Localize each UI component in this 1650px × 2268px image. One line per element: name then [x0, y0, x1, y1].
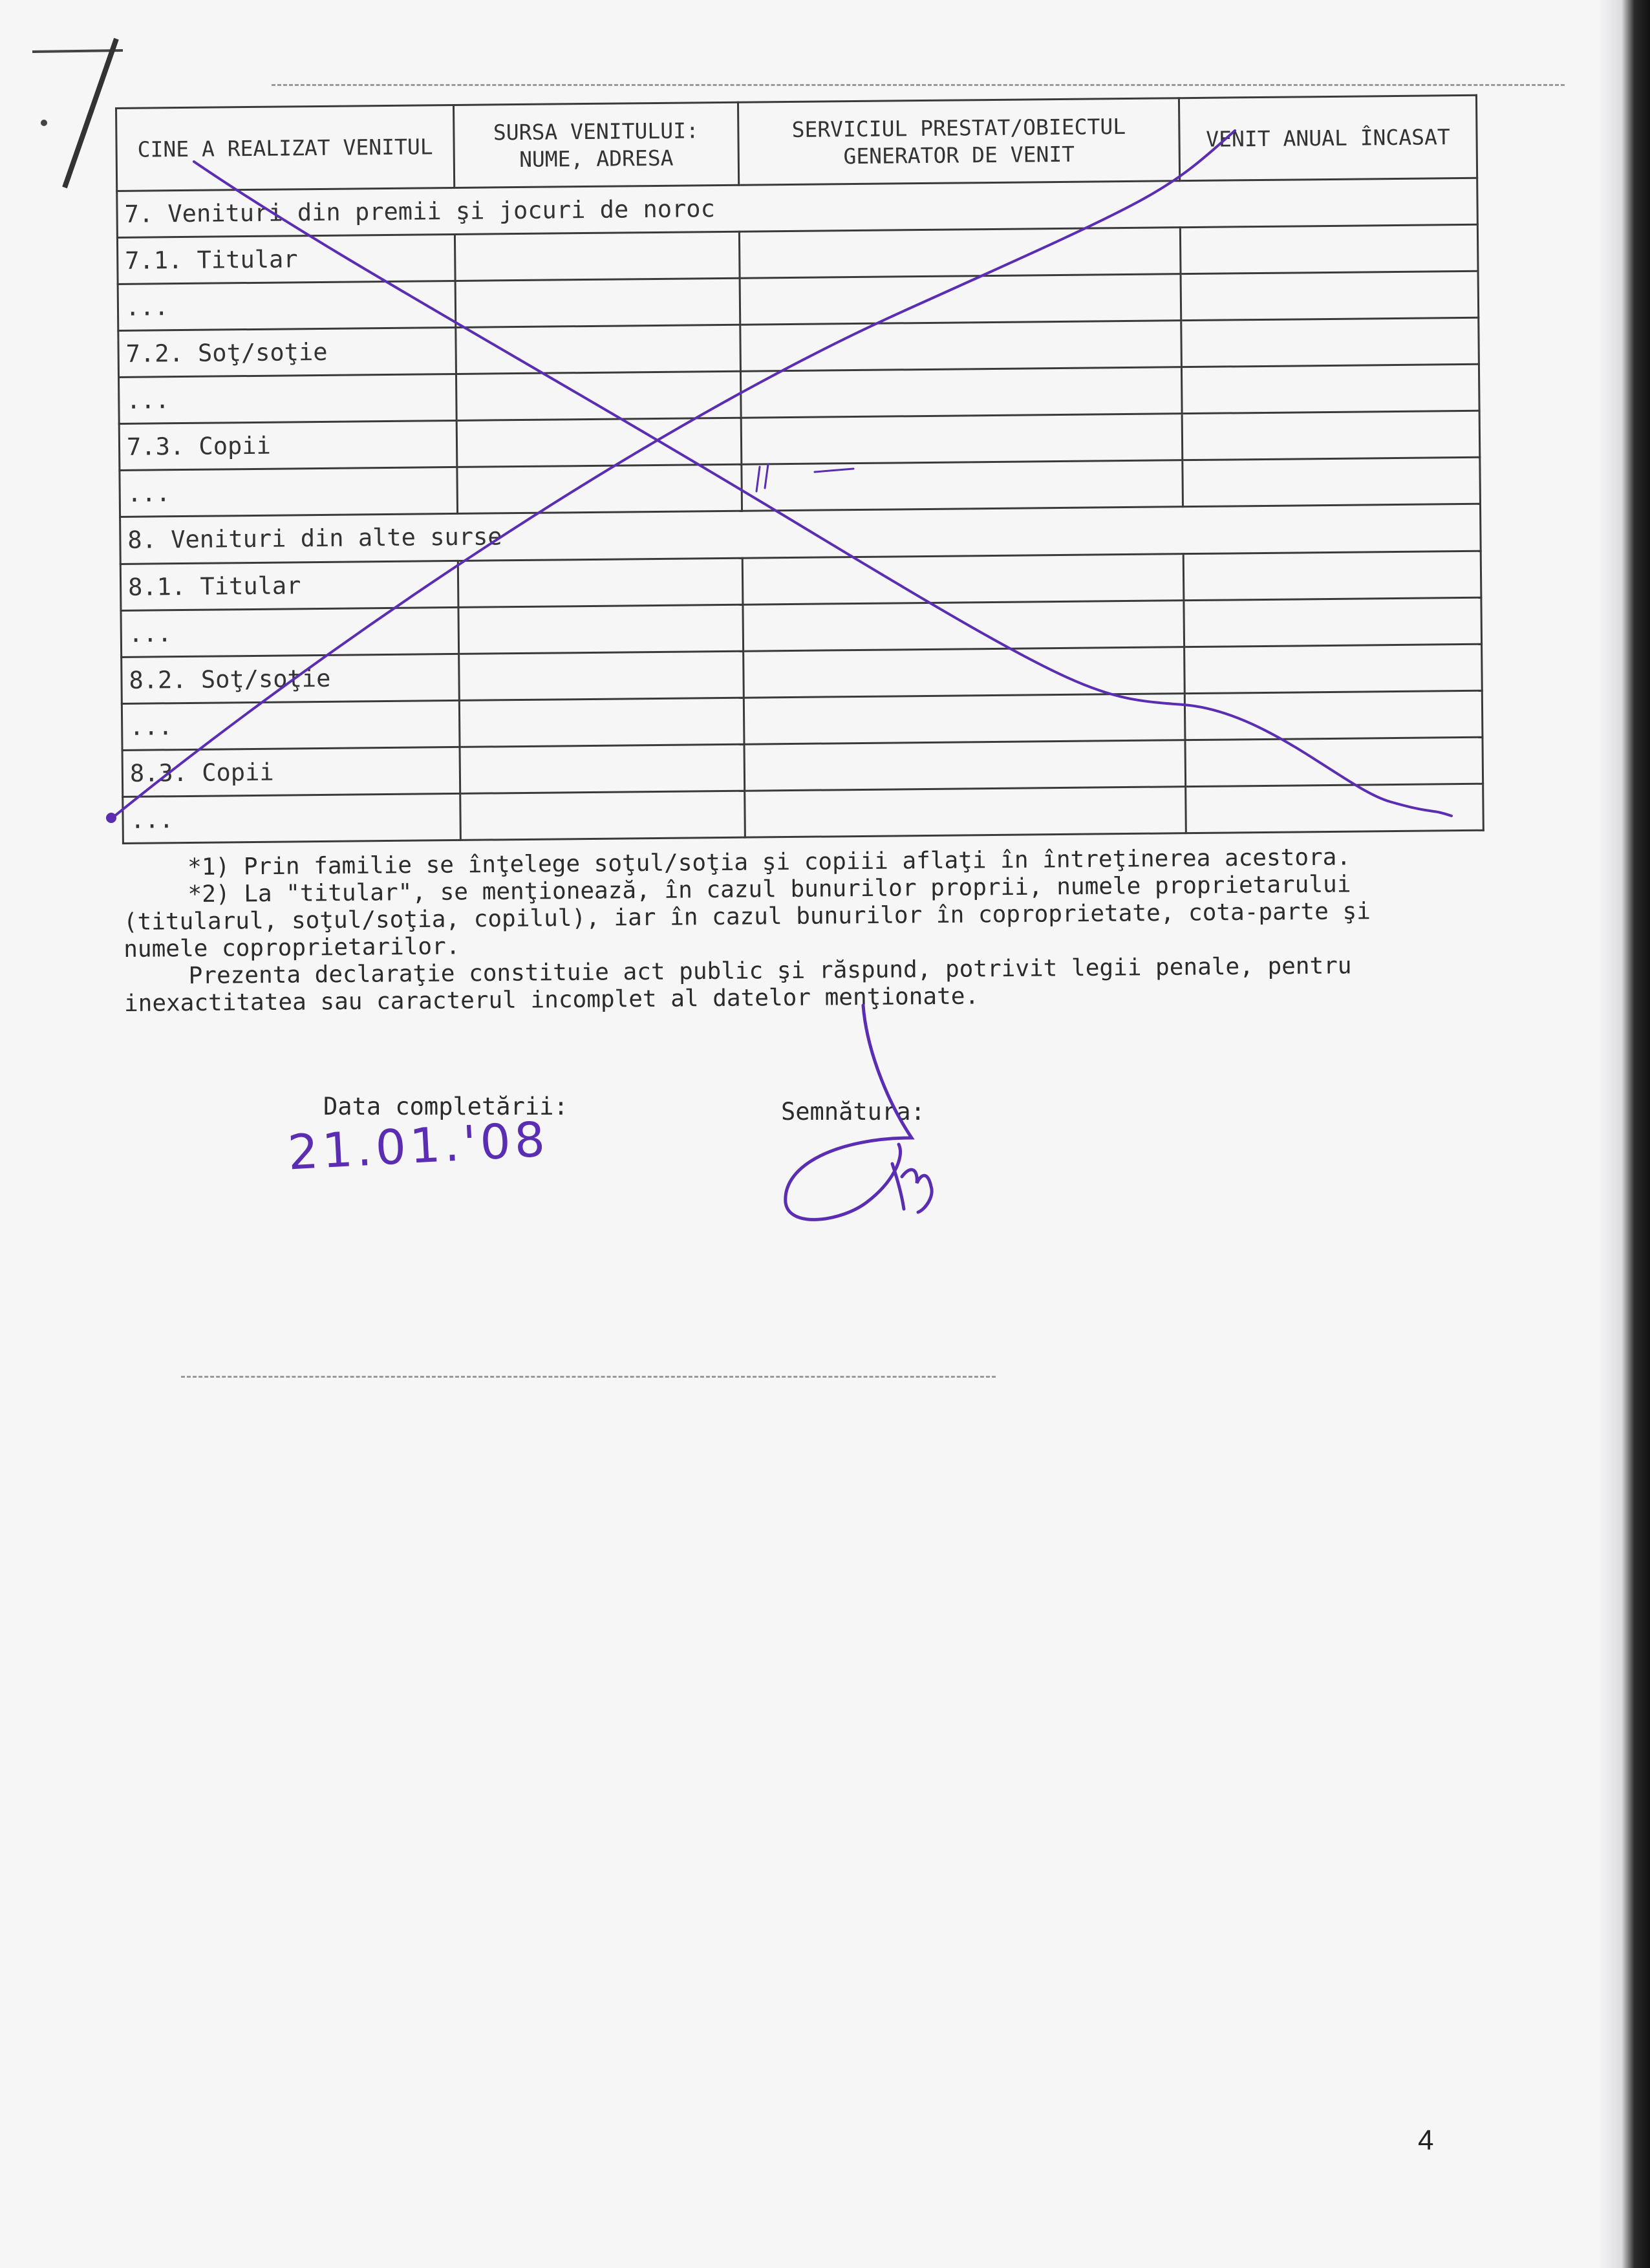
empty-cell: [1184, 690, 1483, 740]
empty-cell: [455, 231, 740, 281]
empty-cell: [458, 558, 743, 607]
ink-dot: [106, 813, 116, 823]
empty-cell: [745, 786, 1186, 837]
header-venit-anual: VENIT ANUAL ÎNCASAT: [1179, 95, 1477, 180]
empty-cell: [1185, 737, 1483, 786]
empty-cell: [744, 693, 1185, 744]
empty-cell: [740, 367, 1182, 418]
page-number: 4: [1418, 2124, 1434, 2156]
row-label: ...: [121, 607, 459, 657]
empty-cell: [744, 647, 1185, 698]
footnotes: [123, 844, 1391, 1018]
row-label: 7.3. Copii: [119, 421, 457, 471]
date-label: Data completării:: [323, 1093, 568, 1120]
header-serviciul-prestat: SERVICIUL PRESTAT/OBIECTUL GENERATOR DE VENIT: [738, 98, 1179, 186]
header-sursa-venitului: SURSA VENITULUI: NUME, ADRESA: [453, 102, 738, 187]
section-label: 7. Venituri din premii şi jocuri de noroc: [117, 178, 1478, 237]
empty-cell: [1183, 458, 1481, 507]
empty-cell: [744, 740, 1186, 791]
footnote-2: *2) La "titular", se menţionează, în cazul bunurilor proprii, numele proprietarului (titularul, soţul/soţia, copilul), iar în cazul bunurilor în coproprietate, cota-parte şi numele coproprietarilor.: [123, 871, 1371, 963]
row-label: 8.3. Copii: [122, 747, 460, 797]
scanner-edge: [1598, 0, 1650, 2268]
empty-cell: [456, 325, 741, 374]
row-label: 8.2. Soţ/soţie: [122, 654, 460, 703]
empty-cell: [1182, 411, 1480, 460]
empty-cell: [457, 465, 742, 514]
empty-cell: [1184, 597, 1482, 647]
signature-label: Semnătura:: [781, 1098, 925, 1126]
row-label: ...: [118, 281, 456, 331]
empty-cell: [1181, 365, 1479, 414]
section-label: 8. Venituri din alte surse: [120, 504, 1481, 564]
footnote-1: *1) Prin familie se înţelege soţul/soţia şi copiii aflaţi în întreţinerea acestora.: [187, 844, 1351, 881]
empty-cell: [740, 321, 1182, 372]
empty-cell: [459, 651, 744, 700]
empty-cell: [1186, 784, 1484, 833]
empty-cell: [1180, 224, 1478, 273]
row-label: ...: [123, 793, 461, 843]
header-cine-a-realizat: CINE A REALIZAT VENITUL: [116, 105, 455, 191]
row-label: 7.2. Soţ/soţie: [118, 328, 456, 378]
empty-cell: [460, 791, 745, 840]
table-body: [117, 178, 1484, 843]
row-label: ...: [119, 374, 457, 424]
divider-top: [272, 84, 1565, 86]
handwritten-date: 21.01.'08: [286, 1111, 550, 1181]
table-header-row: [116, 95, 1477, 191]
row-label: ...: [120, 467, 458, 517]
income-table: [115, 94, 1484, 844]
empty-cell: [739, 228, 1181, 279]
row-label: 7.1. Titular: [117, 235, 455, 284]
empty-cell: [743, 600, 1184, 651]
divider-middle: [181, 1376, 996, 1378]
scan-artifact-mark: [26, 26, 129, 194]
empty-cell: [458, 604, 744, 654]
empty-cell: [740, 274, 1181, 325]
empty-cell: [1181, 271, 1479, 320]
empty-cell: [1184, 644, 1483, 693]
empty-cell: [1183, 551, 1481, 600]
row-label: ...: [122, 700, 460, 750]
empty-cell: [741, 414, 1183, 465]
empty-cell: [742, 553, 1184, 604]
empty-cell: [456, 371, 741, 420]
declaration-text: Prezenta declaraţie constituie act public şi răspund, potrivit legii penale, pentru inexactitatea sau caracterul incomplet al datelor menţionate.: [123, 952, 1352, 1017]
empty-cell: [456, 418, 742, 467]
empty-cell: [460, 744, 745, 793]
row-label: 8.1. Titular: [120, 561, 458, 610]
empty-cell: [1181, 317, 1479, 367]
empty-cell: [459, 698, 744, 747]
empty-cell: [742, 460, 1183, 511]
empty-cell: [455, 278, 740, 327]
